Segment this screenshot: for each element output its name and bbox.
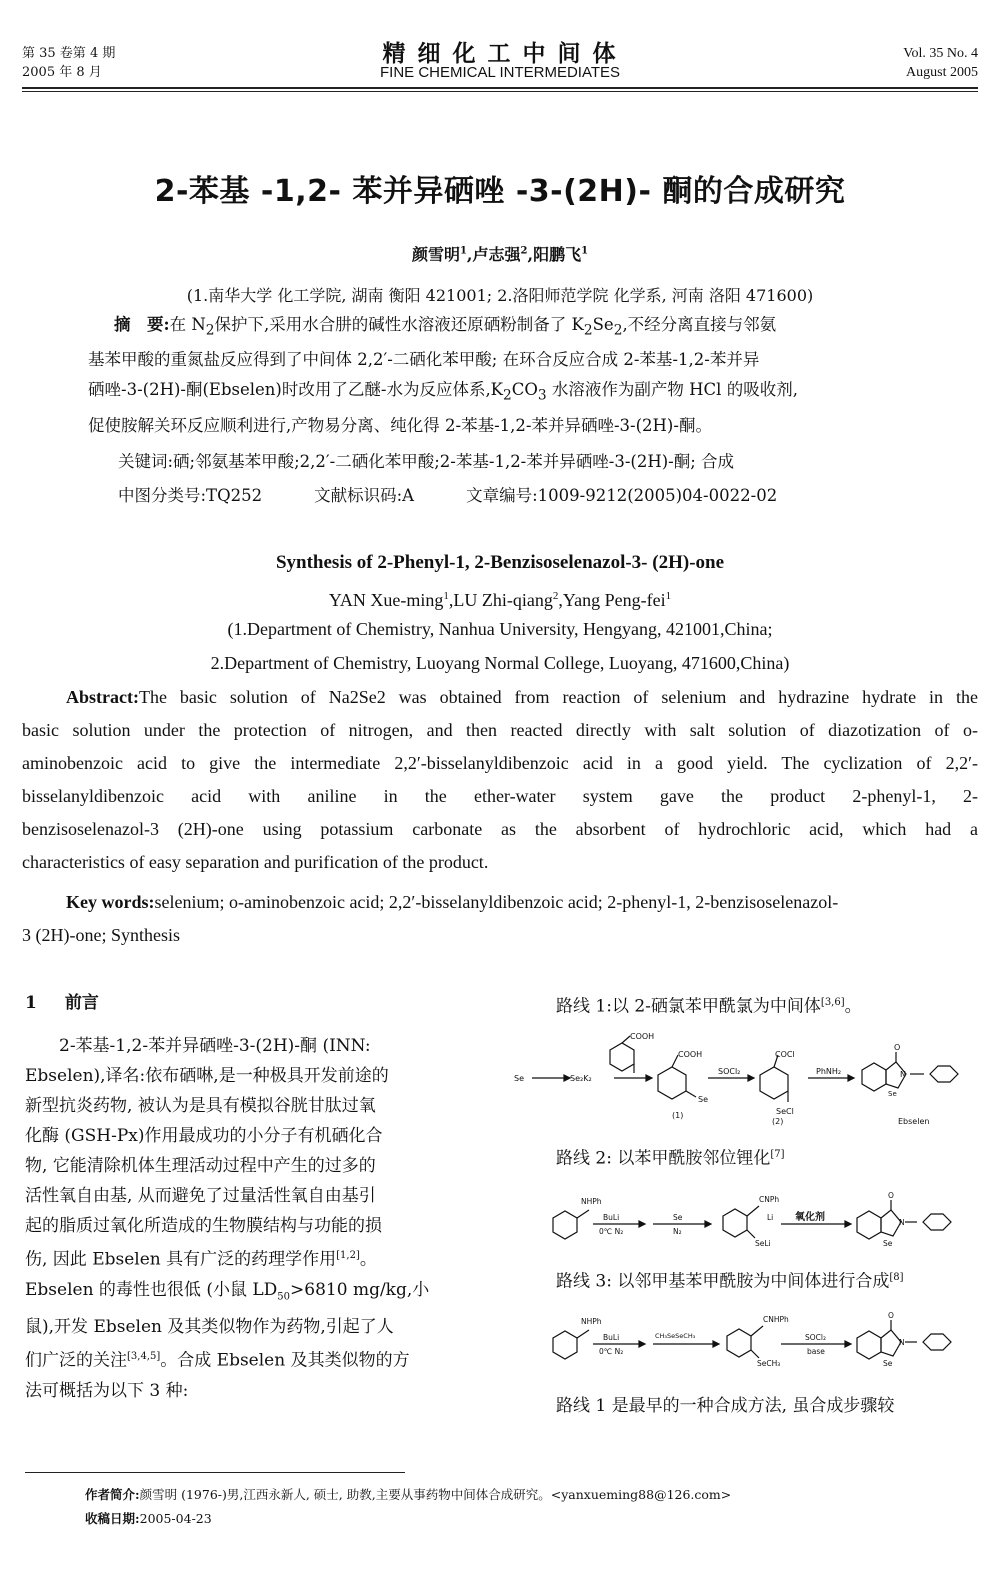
scheme1-secl: SeCl bbox=[776, 1107, 794, 1116]
scheme3-cnhph: CNHPh bbox=[763, 1315, 789, 1324]
header-rule bbox=[22, 87, 978, 89]
scheme2-seli: SeLi bbox=[755, 1239, 771, 1248]
header-rule-thin bbox=[22, 91, 978, 92]
scheme1-cooh: COOH bbox=[630, 1032, 655, 1041]
scheme1-cocl: COCl bbox=[775, 1050, 795, 1059]
scheme2-nhph: NHPh bbox=[581, 1197, 602, 1206]
scheme3-base: base bbox=[807, 1347, 825, 1356]
scheme1-label1: (1) bbox=[672, 1111, 684, 1120]
intro-text: 2-苯基-1,2-苯并异硒唑-3-(2H)-酮 (INN: Ebselen),译名:依布硒啉,是一种极具开发前途的 新型抗炎药物, 被认为是具有模拟谷胱甘肽过氧 化酶 (GSH-Px)作用最成功的小分子有机硒化合 物, 它能清除机体生理活动过程中产生的过多的 活性氧自由基, 从而避免了过量活性氧自由基引 起的脂质过氧化所造成的生物膜结构与功能的损 伤, 因此 Ebselen 具有广泛的药理学作用[1,2]。 Ebselen 的毒性也很低 (小鼠 $LD_{50}>6810$ mg/kg,小 鼠),开发 Ebselen 及其类似物作为药物,引起了人 们广泛的关注[3,4,5]。合成 Ebselen 及其类似物的方 法可概括为以下 3 种: bbox=[25, 1036, 430, 1401]
scheme1-se2k2: Se₂K₂ bbox=[570, 1074, 592, 1083]
scheme2-oxidant: 氧化剂 bbox=[795, 1212, 825, 1223]
scheme3-buli: BuLi bbox=[603, 1333, 620, 1342]
scheme1-se: Se bbox=[514, 1074, 524, 1083]
scheme1-label2: (2) bbox=[772, 1117, 784, 1126]
scheme3-reagent: CH₃SeSeCH₃ bbox=[655, 1332, 696, 1340]
abstract-en: Abstract:The basic solution of Na2Se2 was obtained from reaction of selenium and hydrazine hydrate in the basic solution under the protection of nitrogen, and then reacted directly with salt solution of diazotization of o- aminobenzoic acid to give the intermediate 2,2′-bisselanyldibenzoic acid in a good yield. The cyclization of 2,2′- bisselanyldibenzoic acid with aniline in the ether-water system gave the product 2-phenyl-1, 2- benzisoselenazol-3 (2H)-one using potassium carbonate as the absorbent of hydrochloric acid, which had a characteristics of easy separation and purification of the product. bbox=[22, 687, 978, 872]
scheme3-se-ring: Se bbox=[883, 1359, 893, 1368]
scheme3-socl2: SOCl₂ bbox=[805, 1333, 826, 1342]
issue-number-cn: 第 35 卷第 4 期 bbox=[22, 46, 116, 61]
scheme1-socl2: SOCl₂ bbox=[718, 1067, 741, 1076]
issue-date-cn: 2005 年 8 月 bbox=[22, 65, 102, 80]
scheme2-cnph: CNPh bbox=[759, 1195, 780, 1204]
volume-en: Vol. 35 No. 4 bbox=[903, 46, 978, 61]
reaction-scheme-3 bbox=[545, 1300, 975, 1380]
journal-title-cn: 精 细 化 工 中 间 体 bbox=[382, 41, 618, 67]
scheme1-n: N bbox=[900, 1070, 906, 1079]
reaction-scheme-2 bbox=[545, 1180, 975, 1260]
scheme3-cond: 0℃ N₂ bbox=[599, 1347, 624, 1356]
route1-heading: 路线 1:以 2-硒氯苯甲酰氯为中间体[3,6]。 bbox=[556, 996, 862, 1017]
scheme1-phnh2: PhNH₂ bbox=[816, 1067, 842, 1076]
scheme3-o: O bbox=[888, 1311, 894, 1320]
scheme3-sech3: SeCH₃ bbox=[757, 1359, 781, 1368]
route3-heading: 路线 3: 以邻甲基苯甲酰胺为中间体进行合成[8] bbox=[556, 1271, 904, 1292]
affiliation-cn: (1.南华大学 化工学院, 湖南 衡阳 421001; 2.洛阳师范学院 化学系, 河南 洛阳 471600) bbox=[186, 286, 814, 305]
scheme1-se-ring: Se bbox=[888, 1090, 897, 1098]
scheme3-nhph: NHPh bbox=[581, 1317, 602, 1326]
reaction-scheme-1 bbox=[512, 1030, 980, 1130]
scheme1-ebselen: Ebselen bbox=[898, 1117, 930, 1126]
scheme1-cooh2: COOH bbox=[678, 1050, 703, 1059]
author-bio: 作者简介:颜雪明 (1976-)男,江西永新人, 硕士, 助教,主要从事药物中间体合成研究。<yanxueming88@126.com> bbox=[85, 1487, 732, 1502]
scheme2-n: N bbox=[899, 1218, 905, 1227]
route2-heading: 路线 2: 以苯甲酰胺邻位锂化[7] bbox=[556, 1148, 785, 1169]
section-heading: 1 前言 bbox=[25, 993, 99, 1013]
scheme2-buli: BuLi bbox=[603, 1213, 620, 1222]
scheme2-se: Se bbox=[673, 1213, 683, 1222]
date-en: August 2005 bbox=[906, 65, 978, 80]
scheme2-li: Li bbox=[767, 1213, 774, 1222]
scheme1-se2: Se bbox=[698, 1095, 708, 1104]
authors-en: YAN Xue-ming$^1$,LU Zhi-qiang$^2$,Yang Peng-fei$^1$ bbox=[328, 590, 672, 610]
keywords-cn: 关键词:硒;邻氨基苯甲酸;2,2′-二硒化苯甲酸;2-苯基-1,2-苯并异硒唑-3-(2H)-酮; 合成 bbox=[118, 452, 735, 471]
journal-title-en: FINE CHEMICAL INTERMEDIATES bbox=[379, 64, 621, 81]
footnote-rule bbox=[25, 1472, 405, 1473]
scheme3-n: N bbox=[899, 1338, 905, 1347]
affiliation-en-1: (1.Department of Chemistry, Nanhua University, Hengyang, 421001,China; bbox=[227, 619, 773, 639]
scheme2-cond: 0℃ N₂ bbox=[599, 1227, 624, 1236]
received-date: 收稿日期:2005-04-23 bbox=[85, 1511, 212, 1526]
classification-cn: 中图分类号:TQ252 文献标识码:A 文章编号:1009-9212(2005)04-0022-02 bbox=[118, 486, 778, 505]
scheme1-o: O bbox=[894, 1043, 901, 1052]
authors-cn: 颜雪明$^1$,卢志强$^2$,阳鹏飞$^1$ bbox=[411, 245, 589, 264]
scheme2-o: O bbox=[888, 1191, 894, 1200]
scheme2-n2: N₂ bbox=[673, 1227, 682, 1236]
abstract-cn: 摘 要:在 $N_2$保护下,采用水合肼的碱性水溶液还原硒粉制备了 $K_2Se_2$,不经分离直接与邻氨 基苯甲酸的重氮盐反应得到了中间体 2,2′-二硒化苯甲酸; 在环合反应合成 2-苯基-1,2-苯并异 硒唑-3-(2H)-酮(Ebselen)时改用了乙醚-水为反应体系$,K_2CO_3$ 水溶液作为副产物 HCl 的吸收剂, 促使胺解关环反应顺利进行,产物易分离、纯化得 2-苯基-1,2-苯并异硒唑-3-(2H)-酮。 bbox=[88, 315, 798, 435]
article-title-cn: 2-苯基 -1,2- 苯并异硒唑 -3-(2H)- 酮的合成研究 bbox=[154, 174, 846, 209]
affiliation-en-2: 2.Department of Chemistry, Luoyang Normal College, Luoyang, 471600,China) bbox=[210, 653, 790, 673]
route1-discussion: 路线 1 是最早的一种合成方法, 虽合成步骤较 bbox=[556, 1396, 895, 1416]
article-title-en: Synthesis of 2-Phenyl-1, 2-Benzisoselenazol-3- (2H)-one bbox=[275, 552, 725, 573]
scheme2-se-ring: Se bbox=[883, 1239, 893, 1248]
keywords-en: Key words:selenium; o-aminobenzoic acid; 2,2′-bisselanyldibenzoic acid; 2-phenyl-1, 2-benzisoselenazol- 3 (2H)-one; Synthesis bbox=[22, 892, 839, 945]
